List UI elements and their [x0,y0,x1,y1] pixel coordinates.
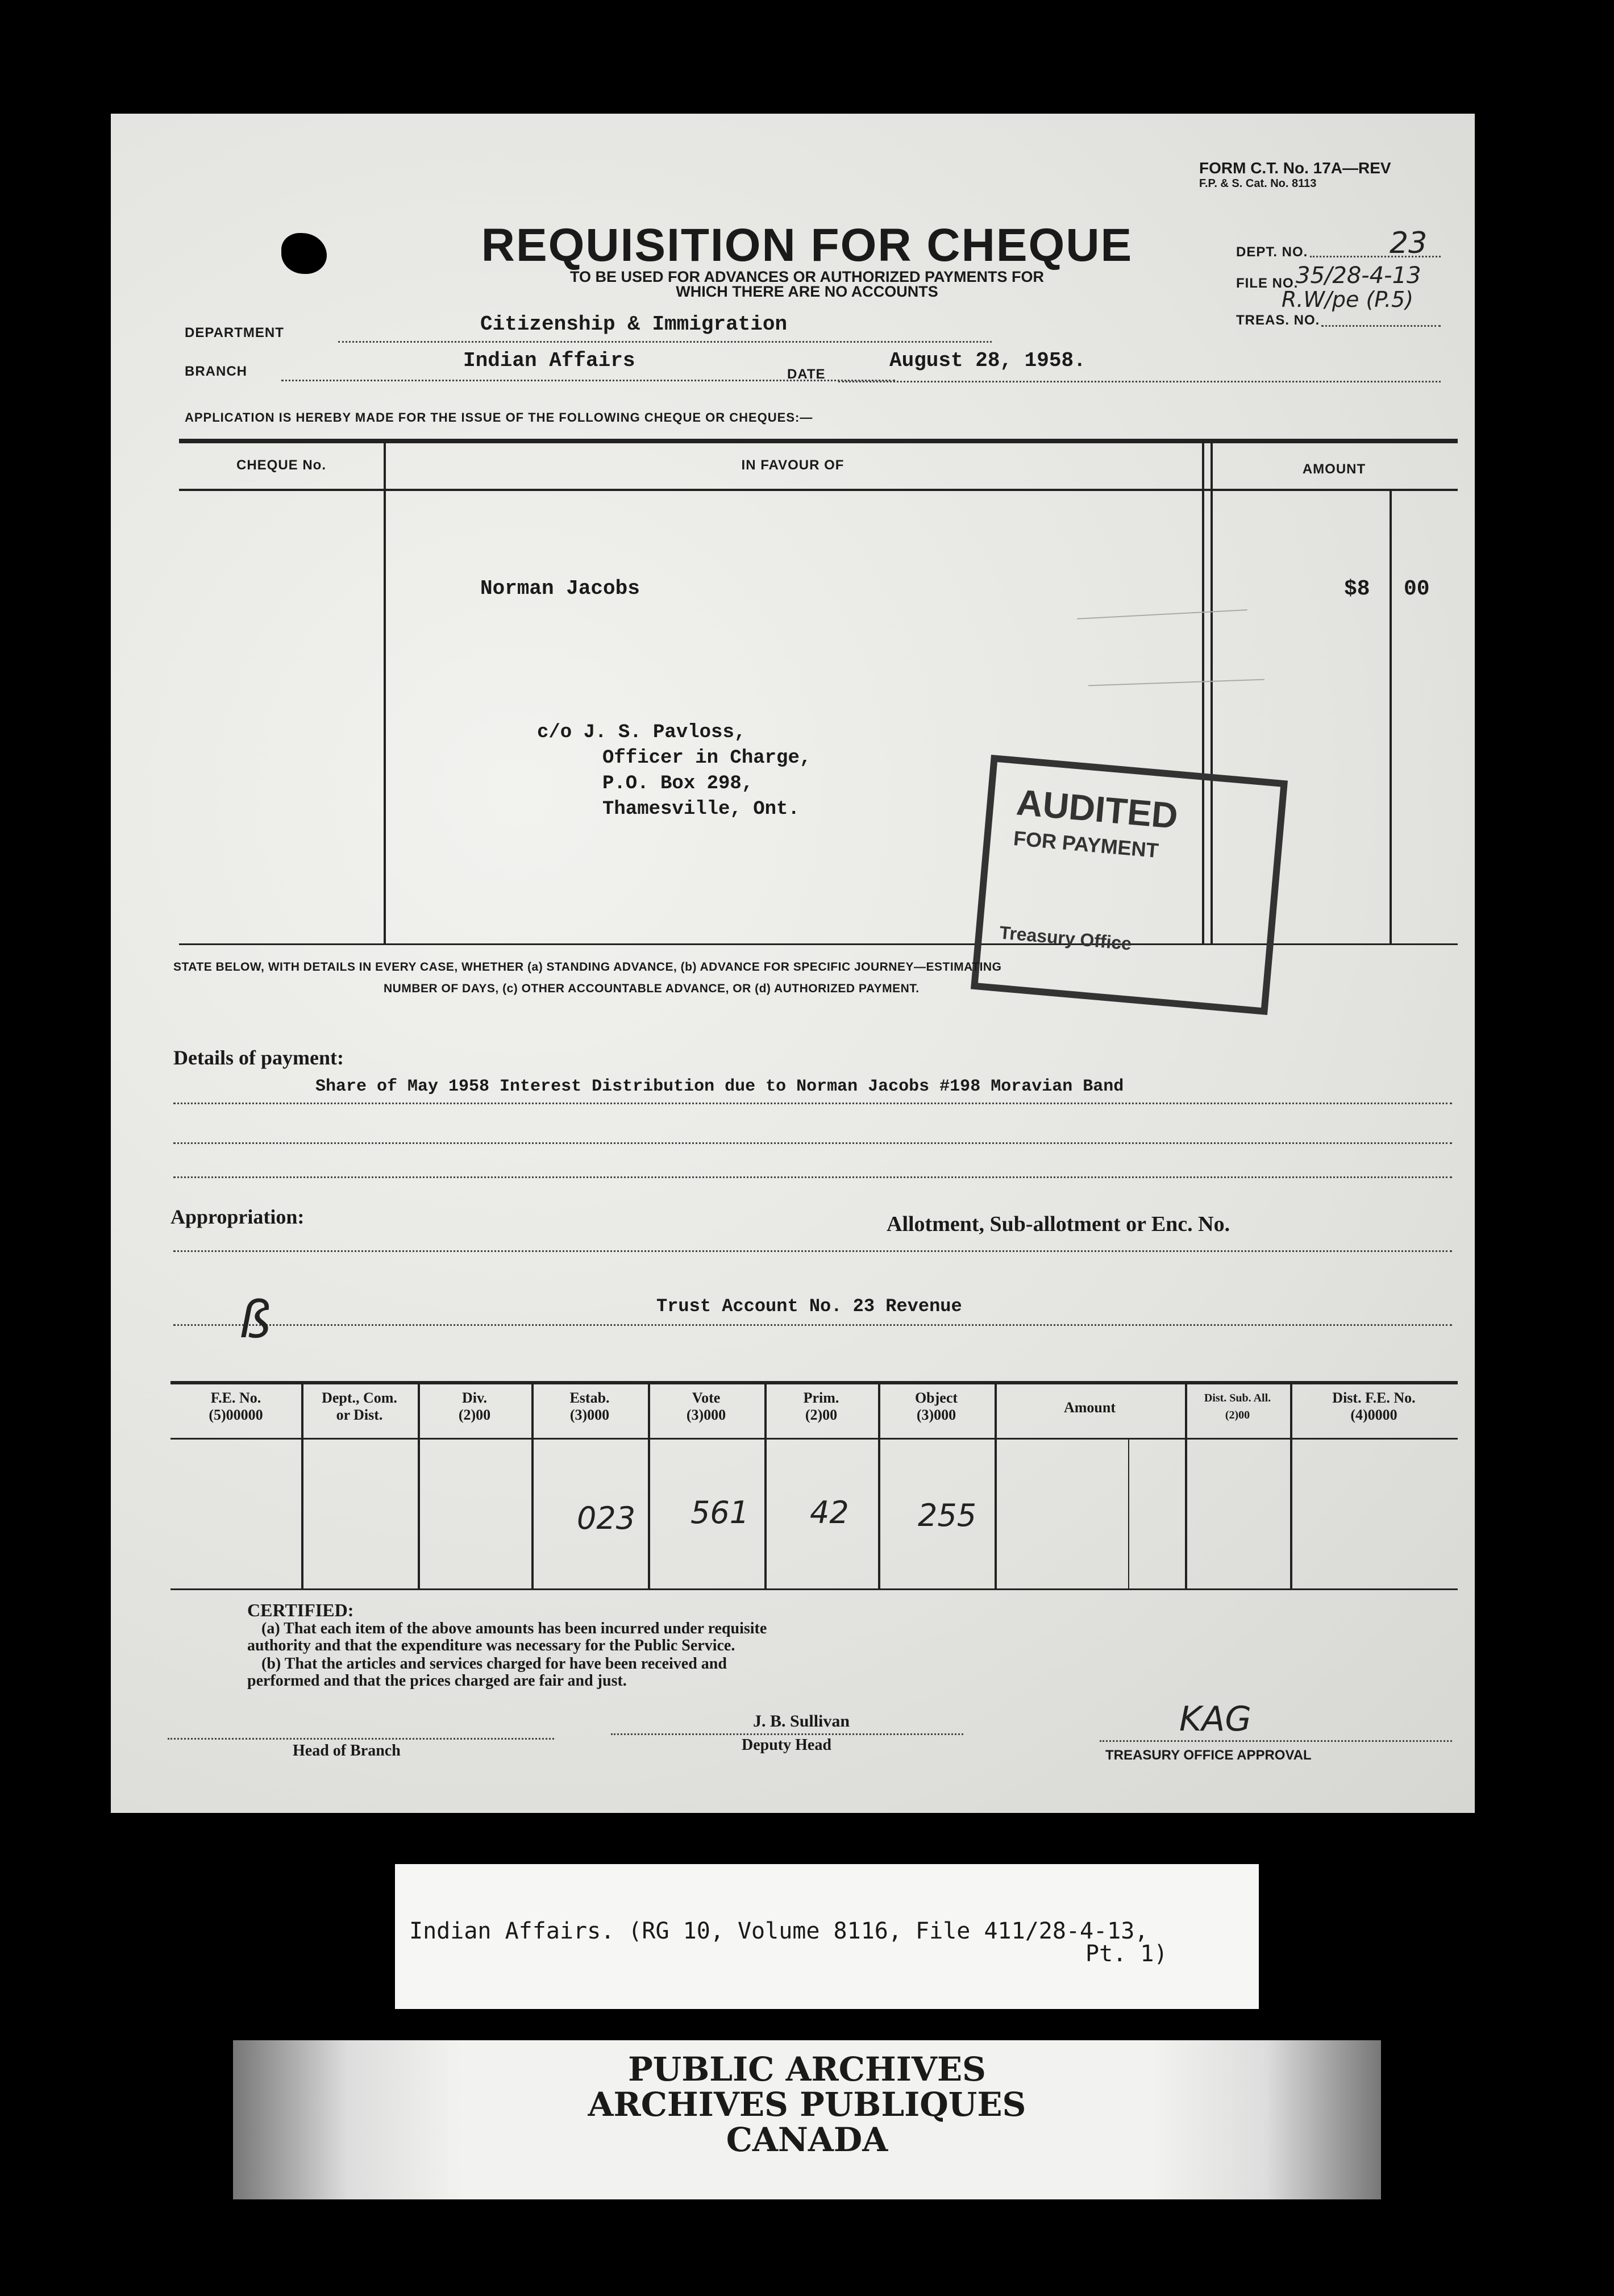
amount-header: AMOUNT [1302,461,1366,477]
coding-header-object: Object (3)000 [914,1390,958,1423]
care-of-line-3: P.O. Box 298, [602,773,754,795]
archive-reference-line-1: Indian Affairs. (RG 10, Volume 8116, File 411/28-4-13, [409,1918,1149,1944]
coding-header-prim: Prim. (2)00 [803,1390,839,1423]
public-archives-line-1: PUBLIC ARCHIVES [628,2050,986,2089]
coding-header-dist-sub-all: Dist. Sub. All. (2)00 [1204,1392,1271,1421]
date-label: DATE [787,367,826,382]
care-of-line-1: c/o J. S. Pavloss, [537,722,746,743]
department-label: DEPARTMENT [185,325,284,340]
certified-b-line-1: (b) That the articles and services charged for have been received and [261,1655,727,1673]
form-catalogue: F.P. & S. Cat. No. 8113 [1199,177,1317,190]
coding-header-estab: Estab. (3)000 [569,1390,610,1423]
treas-no-line [1321,325,1441,327]
care-of-line-4: Thamesville, Ont. [602,798,800,820]
dept-no-value: 23 [1390,226,1428,260]
details-line-3 [173,1176,1452,1178]
file-no-value-2: R.W/pe (P.5) [1282,287,1414,312]
certified-a-line-1: (a) That each item of the above amounts has been incurred under requisite [261,1620,767,1637]
file-no-label: FILE NO. [1236,276,1299,291]
date-value: August 28, 1958. [889,349,1086,372]
archive-reference-card [395,1864,1259,2009]
amount-dollars: $8 [1344,577,1370,601]
treasury-initials: KAG [1179,1699,1251,1739]
coding-header-vote: Vote (3)000 [686,1390,726,1423]
form-number: FORM C.T. No. 17A—REV [1199,159,1391,177]
department-value: Citizenship & Immigration [480,313,788,336]
trust-account: Trust Account No. 23 Revenue [656,1296,962,1317]
allotment-label: Allotment, Sub-allotment or Enc. No. [887,1212,1230,1236]
appropriation-label: Appropriation: [170,1205,305,1228]
details-text: Share of May 1958 Interest Distribution due to Norman Jacobs #198 Moravian Band [315,1077,1124,1096]
public-archives-card [233,2040,1381,2199]
certified-b-line-2: performed and that the prices charged are fair and just. [247,1672,627,1690]
details-line-2 [173,1142,1452,1144]
form-title: REQUISITION FOR CHEQUE [481,219,1133,271]
file-no-value: 35/28-4-13 [1296,263,1421,289]
stamp-line-1: AUDITED [1014,781,1180,837]
coding-table-bottom-rule [170,1588,1458,1590]
coding-table-header-rule [170,1438,1458,1440]
treasury-line [1100,1740,1452,1742]
coding-header-amount: Amount [1063,1399,1116,1416]
head-of-branch-line [168,1738,554,1740]
appropriation-line-2 [173,1324,1452,1326]
deputy-head-label: Deputy Head [742,1736,831,1754]
public-archives-line-2: ARCHIVES PUBLIQUES [588,2085,1026,2124]
date-line [838,381,1441,382]
details-line-1 [173,1103,1452,1104]
deputy-name: J. B. Sullivan [753,1712,850,1731]
details-label: Details of payment: [173,1046,344,1069]
appropriation-line-1 [173,1250,1452,1252]
stamp-line-2: FOR PAYMENT [1012,826,1160,863]
state-below-line-1: STATE BELOW, WITH DETAILS IN EVERY CASE, WHETHER (a) STANDING ADVANCE, (b) ADVANCE FOR SPECIFIC JOURNEY—ESTIMATING [173,960,1002,974]
in-favour-of-header: IN FAVOUR OF [741,457,845,473]
coding-table-top-rule [170,1381,1458,1384]
cheque-cents-divider [1390,491,1392,943]
branch-label: BRANCH [185,364,247,379]
state-below-line-2: NUMBER OF DAYS, (c) OTHER ACCOUNTABLE ADVANCE, OR (d) AUTHORIZED PAYMENT. [384,982,920,995]
requisition-form-page [111,114,1475,1813]
handwritten-object: 255 [918,1498,977,1533]
treas-no-label: TREAS. NO. [1236,313,1320,328]
deputy-head-line [611,1733,963,1735]
certified-a-line-2: authority and that the expenditure was necessary for the Public Service. [247,1637,735,1654]
handwritten-vote: 561 [690,1495,750,1530]
coding-header-div: Div. (2)00 [458,1390,491,1423]
amount-subdivider [1128,1440,1129,1588]
ink-blot [281,233,327,274]
treasury-approval-label: TREASURY OFFICE APPROVAL [1105,1748,1312,1763]
amount-cents: 00 [1404,577,1430,601]
archive-reference-line-2: Pt. 1) [1085,1941,1168,1967]
handwritten-initial: ß [239,1290,271,1350]
coding-header-dist-fe-no: Dist. F.E. No. (4)0000 [1332,1390,1416,1423]
pencil-mark-2 [1088,679,1264,687]
coding-header-dept: Dept., Com. or Dist. [322,1390,397,1423]
cheque-no-header: CHEQUE No. [236,457,326,473]
branch-value: Indian Affairs [463,349,635,372]
cheque-table-header-rule [179,489,1458,491]
coding-header-fe-no: F.E. No. (5)00000 [209,1390,263,1423]
form-subtitle-1: TO BE USED FOR ADVANCES OR AUTHORIZED PAYMENTS FOR [569,268,1045,285]
head-of-branch-label: Head of Branch [293,1742,401,1760]
stamp-line-3: Treasury Office [999,922,1133,954]
dept-no-label: DEPT. NO. [1236,244,1308,260]
department-line [338,341,992,343]
pencil-mark-1 [1077,609,1247,619]
handwritten-estab: 023 [577,1500,636,1536]
cheque-table-top-rule [179,439,1458,443]
certified-heading: CERTIFIED: [247,1600,354,1620]
handwritten-prim: 42 [810,1495,849,1530]
care-of-line-2: Officer in Charge, [602,747,812,769]
public-archives-line-3: CANADA [726,2120,888,2159]
form-subtitle-2: WHICH THERE ARE NO ACCOUNTS [676,283,938,300]
audited-stamp [971,755,1288,1015]
cheque-col-divider-1 [384,443,386,943]
application-text: APPLICATION IS HEREBY MADE FOR THE ISSUE OF THE FOLLOWING CHEQUE OR CHEQUES:— [185,410,813,425]
payee-name: Norman Jacobs [480,577,640,600]
